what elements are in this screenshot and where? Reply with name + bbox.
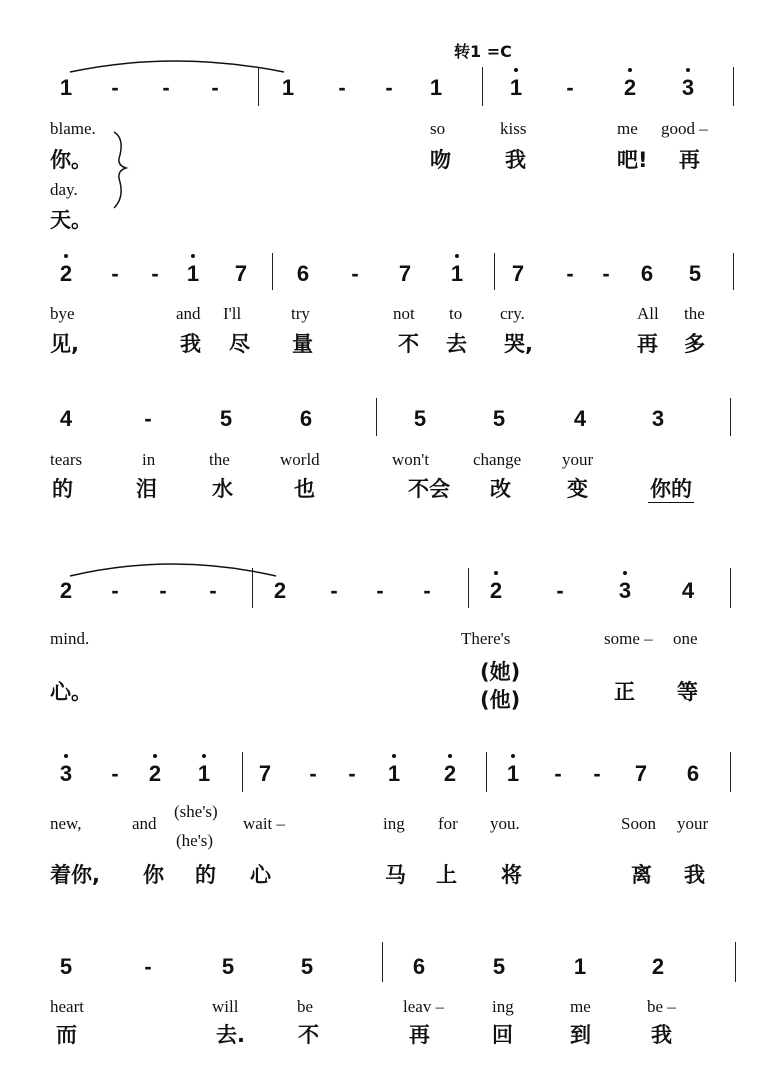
lyric-chinese: 心。: [50, 680, 92, 704]
note-dash: -: [144, 954, 152, 979]
lyric-chinese: 而: [56, 1023, 77, 1047]
lyric-chinese: 再: [679, 148, 700, 172]
note: 5: [59, 954, 73, 979]
note: 3: [681, 75, 695, 100]
note: 1: [387, 761, 401, 786]
lyric-english: bye: [50, 304, 75, 323]
note: 7: [511, 261, 525, 286]
lyric-alt: (she's): [174, 802, 218, 821]
lyric-english: me: [617, 119, 638, 138]
lyric-chinese: 吧!: [617, 148, 648, 172]
lyric-english: good –: [661, 119, 708, 138]
lyric-chinese: 天。: [50, 208, 92, 232]
lyric-english: new,: [50, 814, 82, 833]
lyric-english: the: [684, 304, 705, 323]
note-dash: -: [159, 578, 167, 603]
note-dash: -: [423, 578, 431, 603]
note-dash: -: [385, 75, 393, 100]
note: 1: [429, 75, 443, 100]
note: 7: [398, 261, 412, 286]
note: 2: [651, 954, 665, 979]
note: 1: [186, 261, 200, 286]
note: 5: [492, 954, 506, 979]
note-dash: -: [554, 761, 562, 786]
note: 5: [413, 406, 427, 431]
note-dash: -: [111, 75, 119, 100]
note: 4: [681, 578, 695, 603]
lyric-english: I'll: [223, 304, 242, 323]
lyric-chinese: 的: [195, 863, 216, 887]
note: 6: [686, 761, 700, 786]
lyric-chinese: 也: [294, 477, 315, 501]
lyric-english: and: [176, 304, 201, 323]
lyric-english: in: [142, 450, 156, 469]
lyric-chinese: 等: [677, 680, 698, 704]
note-dash: -: [111, 261, 119, 286]
lyric-chinese: 将: [501, 863, 522, 887]
note-dash: -: [211, 75, 219, 100]
note: 5: [688, 261, 702, 286]
lyric-alt: (他): [480, 688, 521, 712]
lyric-chinese: 你的: [650, 477, 692, 501]
lyric-english: be: [297, 997, 314, 1016]
note-dash: -: [566, 261, 574, 286]
note: 1: [573, 954, 587, 979]
lyric-chinese: 你。: [50, 148, 92, 172]
lyric-english: day.: [50, 180, 78, 199]
note: 7: [258, 761, 272, 786]
note: 5: [221, 954, 235, 979]
note: 4: [59, 406, 73, 431]
lyric-chinese: 改: [490, 477, 511, 501]
note: 5: [300, 954, 314, 979]
lyric-english: mind.: [50, 629, 90, 648]
note-dash: -: [566, 75, 574, 100]
note: 2: [623, 75, 637, 100]
lyric-chinese: 到: [570, 1023, 591, 1047]
lyric-english: leav –: [403, 997, 445, 1016]
lyric-english: blame.: [50, 119, 96, 138]
note: 1: [450, 261, 464, 286]
lyric-english: your: [677, 814, 709, 833]
lyric-english: ing: [492, 997, 514, 1016]
lyric-chinese: 我: [651, 1023, 672, 1047]
note: 1: [197, 761, 211, 786]
lyric-english: cry.: [500, 304, 525, 323]
lyric-chinese: 尽: [229, 332, 250, 356]
lyric-english: world: [280, 450, 320, 469]
lyric-chinese: 泪: [136, 477, 157, 501]
lyric-chinese: 心: [250, 863, 271, 887]
lyric-chinese: 哭,: [504, 332, 533, 356]
slur: [70, 564, 276, 576]
note: 5: [219, 406, 233, 431]
note: 2: [59, 578, 73, 603]
note: 1: [59, 75, 73, 100]
lyric-chinese: 你: [143, 863, 164, 887]
lyric-english: for: [438, 814, 458, 833]
lyric-chinese: 再: [409, 1023, 430, 1047]
lyric-chinese: 离: [631, 863, 652, 887]
note: 7: [234, 261, 248, 286]
lyric-english: wait –: [243, 814, 286, 833]
note: 6: [412, 954, 426, 979]
lyric-chinese: 回: [492, 1023, 513, 1047]
note: 2: [59, 261, 73, 286]
note: 4: [573, 406, 587, 431]
note: 1: [281, 75, 295, 100]
lyric-chinese: 正: [614, 680, 635, 704]
note: 3: [618, 578, 632, 603]
lyric-english: to: [449, 304, 463, 323]
lyric-english: the: [209, 450, 230, 469]
lyric-english: There's: [461, 629, 511, 648]
lyric-chinese: 我: [180, 332, 201, 356]
lyric-english: Soon: [621, 814, 656, 833]
note: 2: [273, 578, 287, 603]
note-dash: -: [162, 75, 170, 100]
lyric-alt: (he's): [176, 831, 214, 850]
lyric-chinese: 的: [52, 477, 73, 501]
note-dash: -: [111, 761, 119, 786]
verse-brace: [114, 132, 126, 208]
note: 5: [492, 406, 506, 431]
lyric-chinese: 变: [567, 477, 588, 501]
lyric-chinese: 多: [684, 332, 705, 356]
lyric-english: All: [637, 304, 659, 323]
lyric-chinese: 不: [298, 1023, 319, 1047]
lyric-english: one: [673, 629, 698, 648]
note-dash: -: [209, 578, 217, 603]
note-dash: -: [602, 261, 610, 286]
note-dash: -: [338, 75, 346, 100]
note-dash: -: [151, 261, 159, 286]
lyric-english: some –: [604, 629, 653, 648]
lyric-english: your: [562, 450, 594, 469]
lyric-english: me: [570, 997, 591, 1016]
note-dash: -: [556, 578, 564, 603]
lyric-english: and: [132, 814, 157, 833]
lyric-chinese: 不会: [408, 477, 450, 501]
lyric-chinese: 见,: [50, 332, 79, 356]
lyric-english: not: [393, 304, 415, 323]
note-dash: -: [111, 578, 119, 603]
lyric-chinese: 我: [505, 148, 526, 172]
lyric-english: heart: [50, 997, 84, 1016]
lyric-chinese: 量: [292, 332, 313, 356]
lyric-english: tears: [50, 450, 83, 469]
lyric-english: you.: [490, 814, 520, 833]
lyric-chinese: 着你,: [50, 863, 100, 887]
note: 1: [506, 761, 520, 786]
note: 6: [296, 261, 310, 286]
note-dash: -: [309, 761, 317, 786]
slur: [70, 61, 284, 72]
note: 6: [299, 406, 313, 431]
lyric-chinese: 马: [385, 863, 406, 887]
lyric-chinese: 我: [684, 863, 705, 887]
note-dash: -: [348, 761, 356, 786]
lyric-english: try: [291, 304, 310, 323]
lyric-alt: (她): [480, 660, 521, 684]
note-dash: -: [330, 578, 338, 603]
note: 3: [59, 761, 73, 786]
lyric-english: be –: [647, 997, 676, 1016]
lyric-chinese: 去: [446, 332, 467, 356]
lyric-english: so: [430, 119, 446, 138]
note-dash: -: [351, 261, 359, 286]
lyric-english: kiss: [500, 119, 527, 138]
lyric-chinese: 去.: [216, 1023, 245, 1047]
note: 6: [640, 261, 654, 286]
note-dash: -: [144, 406, 152, 431]
lyric-english: won't: [392, 450, 430, 469]
note: 7: [634, 761, 648, 786]
lyric-chinese: 水: [212, 477, 233, 501]
note: 3: [651, 406, 665, 431]
lyric-english: will: [212, 997, 239, 1016]
lyric-chinese: 吻: [430, 148, 451, 172]
note: 1: [509, 75, 523, 100]
lyric-chinese: 上: [436, 863, 457, 887]
note: 2: [489, 578, 503, 603]
lyric-chinese: 不: [398, 332, 419, 356]
lyric-english: change: [473, 450, 522, 469]
lyric-chinese: 再: [637, 332, 658, 356]
note: 2: [148, 761, 162, 786]
note: 2: [443, 761, 457, 786]
key-change-marking: 转1 =C: [454, 42, 512, 61]
note-dash: -: [593, 761, 601, 786]
lyric-english: ing: [383, 814, 405, 833]
note-dash: -: [376, 578, 384, 603]
